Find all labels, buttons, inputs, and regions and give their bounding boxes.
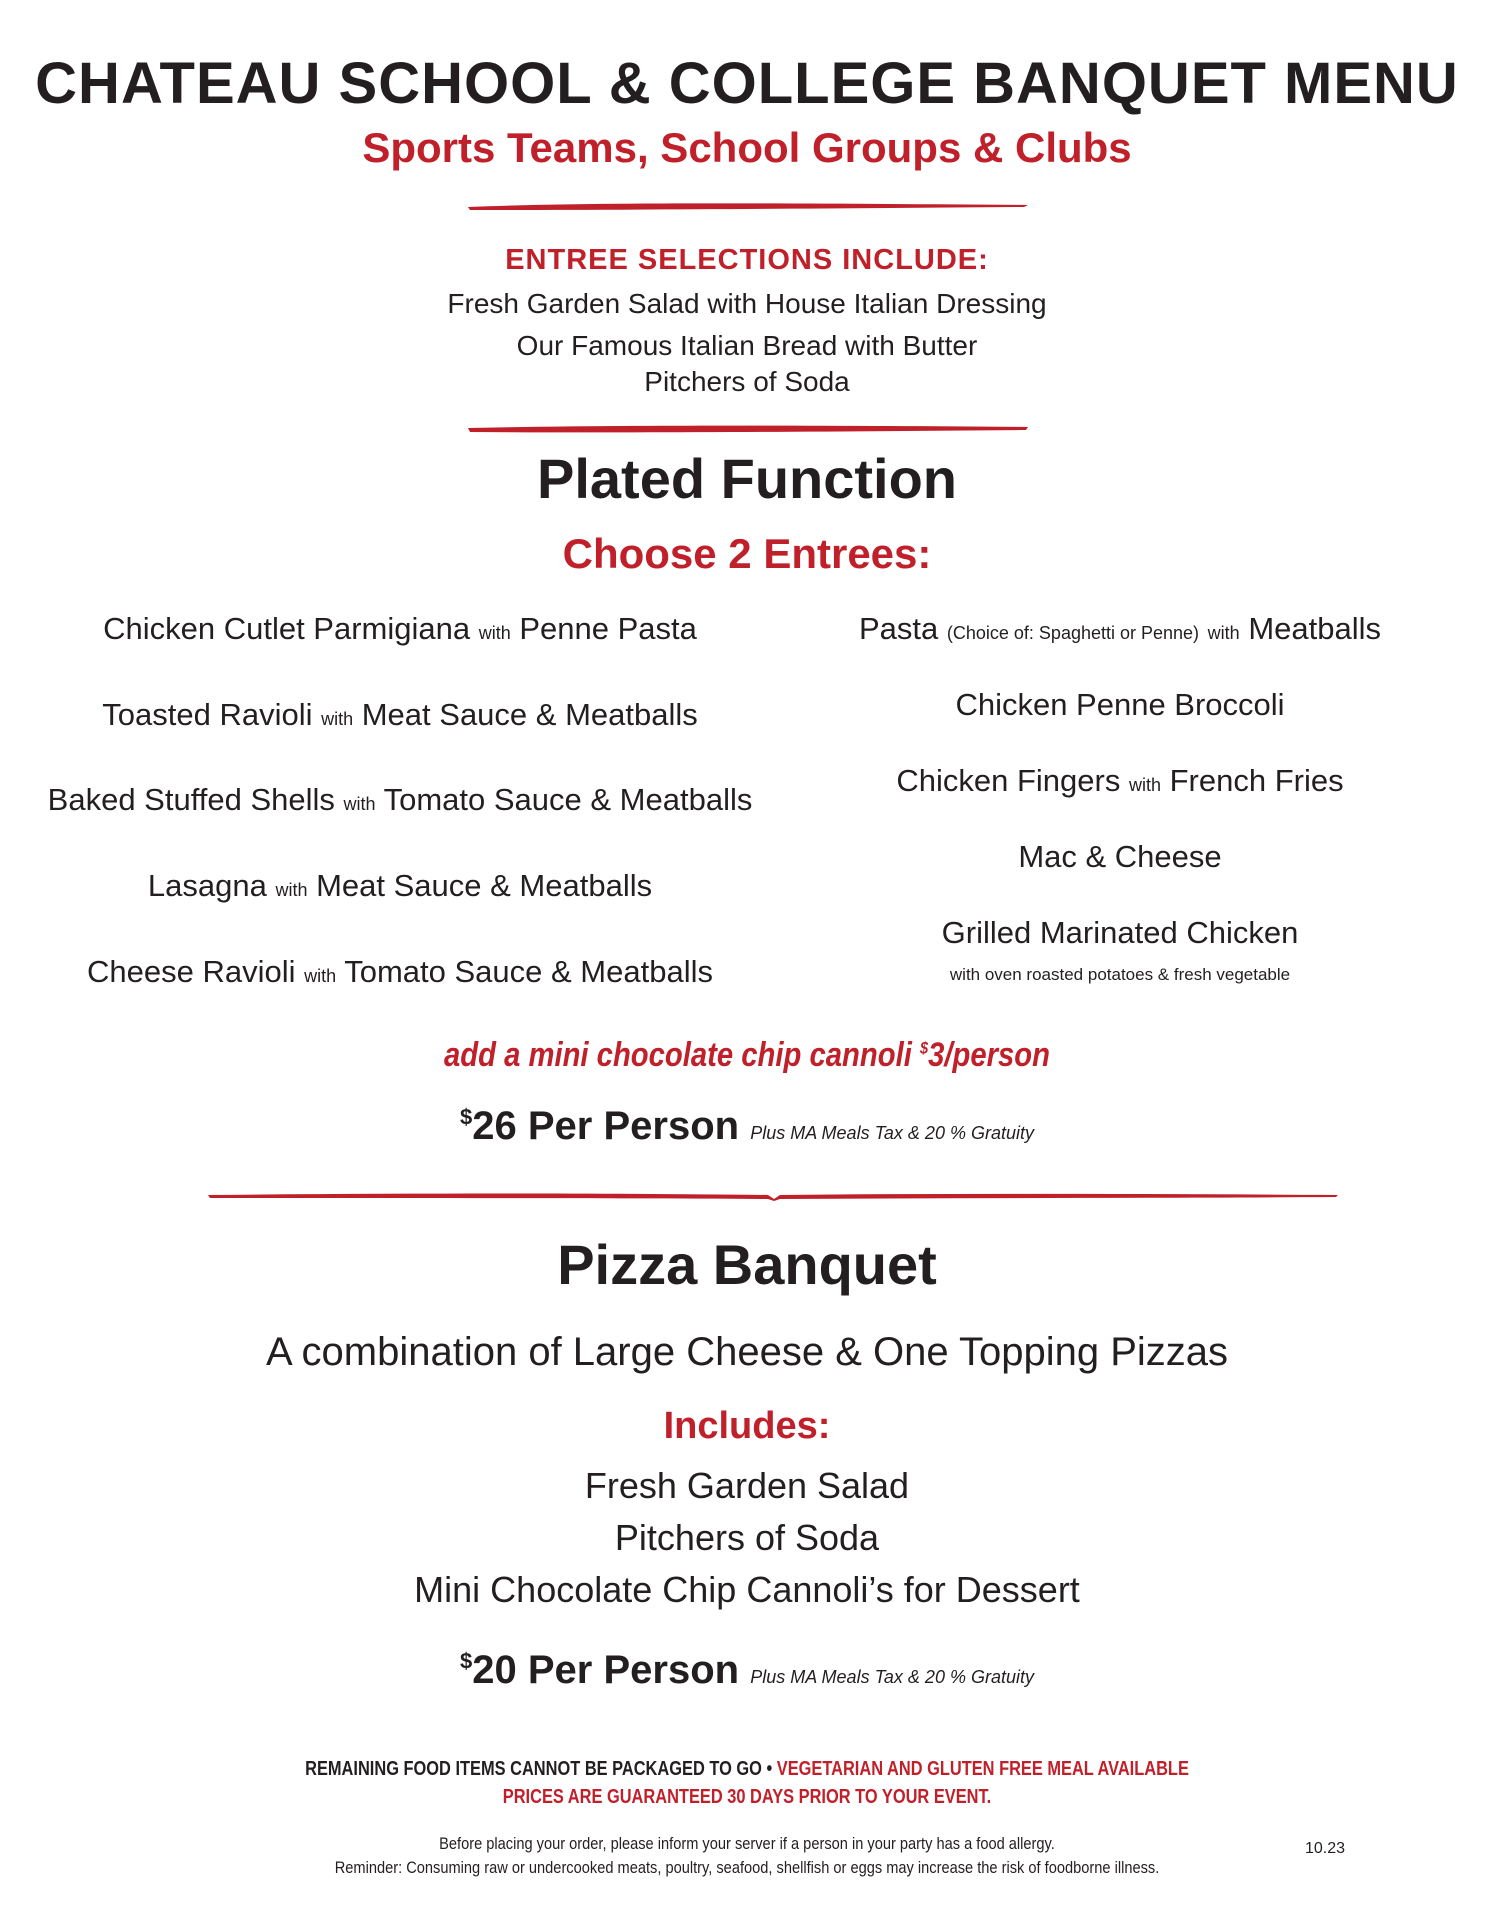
cannoli-addon-price: 3/person	[928, 1036, 1051, 1074]
price-amount: 20 Per Person	[472, 1648, 740, 1692]
choose-entrees-label: Choose 2 Entrees:	[562, 530, 932, 577]
entree-item: Chicken Penne Broccoli	[955, 687, 1285, 722]
price-guarantee: PRICES ARE GUARANTEED 30 DAYS PRIOR TO YOUR EVENT.	[502, 1786, 992, 1808]
entree-item: Grilled Marinated Chicken	[941, 915, 1299, 950]
entree-item	[0, 782, 800, 818]
pizza-banquet-title: Pizza Banquet	[557, 1233, 937, 1296]
entree-with: with	[304, 966, 337, 986]
pizza-combo: A combination of Large Cheese & One Topping Pizzas	[265, 1330, 1229, 1374]
entree-side: Tomato Sauce & Meatballs	[344, 954, 713, 989]
pizza-include-item: Pitchers of Soda	[614, 1517, 880, 1558]
entree-main: Pasta	[858, 611, 939, 646]
divider-brush-3	[208, 1189, 1338, 1203]
cannoli-addon	[105, 1036, 1390, 1075]
entree-include-item: Our Famous Italian Bread with Butter	[516, 330, 978, 361]
foodborne-reminder: Reminder: Consuming raw or undercooked meats, poultry, seafood, shellfish or eggs may increase the risk of foodborne illness.	[334, 1858, 1160, 1877]
pizza-price	[0, 1648, 1494, 1693]
entree-side: Meat Sauce & Meatballs	[316, 868, 653, 903]
divider-brush-2	[468, 422, 1028, 436]
entree-item	[800, 763, 1440, 799]
entree-with: with	[321, 709, 354, 729]
page-title: CHATEAU SCHOOL & COLLEGE BANQUET MENU	[35, 51, 1459, 116]
entree-item: Mac & Cheese	[1018, 839, 1222, 874]
entree-item	[0, 697, 800, 733]
entree-item	[0, 954, 800, 990]
entree-side: French Fries	[1169, 763, 1344, 798]
footer-notice	[134, 1758, 1359, 1781]
currency-symbol: $	[920, 1038, 929, 1058]
entree-item	[0, 868, 800, 904]
entree-item	[0, 611, 800, 647]
entree-with: with	[343, 794, 376, 814]
entree-side: Meat Sauce & Meatballs	[361, 697, 698, 732]
currency-symbol: $	[460, 1648, 473, 1674]
tax-note: Plus MA Meals Tax & 20 % Gratuity	[750, 1123, 1034, 1143]
version-code: 10.23	[1305, 1840, 1346, 1857]
vegetarian-notice: VEGETARIAN AND GLUTEN FREE MEAL AVAILABLE	[776, 1758, 1189, 1780]
pizza-includes-label: Includes:	[663, 1405, 831, 1447]
entree-item-pasta	[800, 611, 1440, 647]
entree-main: Baked Stuffed Shells	[47, 782, 335, 817]
entree-include-item: Fresh Garden Salad with House Italian Dressing	[447, 288, 1047, 319]
entree-main: Toasted Ravioli	[102, 697, 313, 732]
entree-side: Penne Pasta	[519, 611, 697, 646]
pasta-choice: (Choice of: Spaghetti or Penne)	[946, 623, 1200, 643]
divider-brush-1	[468, 199, 1028, 213]
entree-selections-heading: ENTREE SELECTIONS INCLUDE:	[505, 244, 989, 276]
entree-side: Meatballs	[1248, 611, 1381, 646]
entree-with: with	[1207, 623, 1240, 643]
tax-note: Plus MA Meals Tax & 20 % Gratuity	[750, 1667, 1034, 1687]
entree-with: with	[478, 623, 511, 643]
to-go-notice: REMAINING FOOD ITEMS CANNOT BE PACKAGED TO GO •	[305, 1758, 777, 1780]
entree-with: with	[275, 880, 308, 900]
entree-main: Chicken Fingers	[896, 763, 1121, 798]
entree-main: Lasagna	[147, 868, 267, 903]
currency-symbol: $	[460, 1104, 473, 1130]
plated-function-title: Plated Function	[537, 447, 957, 510]
plated-price	[0, 1104, 1494, 1149]
entree-side: Tomato Sauce & Meatballs	[383, 782, 753, 817]
entree-include-item: Pitchers of Soda	[644, 366, 850, 397]
price-amount: 26 Per Person	[472, 1104, 740, 1148]
entree-main: Chicken Cutlet Parmigiana	[103, 611, 471, 646]
page-subtitle: Sports Teams, School Groups & Clubs	[362, 124, 1132, 171]
cannoli-addon-text: add a mini chocolate chip cannoli	[443, 1036, 921, 1074]
pizza-include-item: Mini Chocolate Chip Cannoli’s for Dessert	[414, 1569, 1080, 1610]
entree-main: Cheese Ravioli	[87, 954, 296, 989]
pizza-include-item: Fresh Garden Salad	[584, 1465, 910, 1506]
entree-item-note: with oven roasted potatoes & fresh vegetable	[949, 965, 1291, 984]
allergy-notice: Before placing your order, please inform your server if a person in your party has a food allergy.	[439, 1834, 1055, 1853]
entree-with: with	[1128, 775, 1161, 795]
